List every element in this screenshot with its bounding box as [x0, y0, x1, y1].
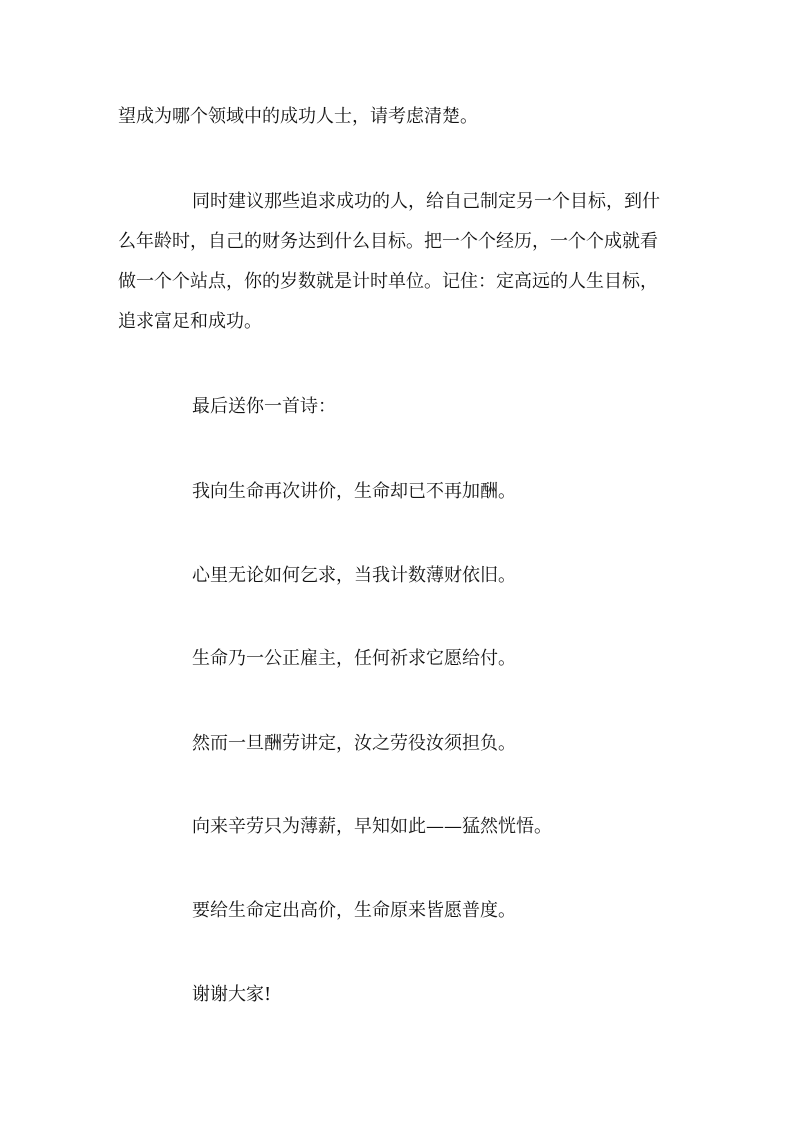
poem-line-2 — [192, 556, 682, 596]
poem-line-6 — [192, 891, 682, 931]
poem-line-3 — [192, 639, 682, 679]
text-line: 望成为哪个领域中的成功人士，请考虑清楚。 — [118, 106, 478, 127]
poem-line-text: 生命乃一公正雇主，任何祈求它愿给付。 — [192, 648, 516, 669]
poem-line-1 — [192, 472, 682, 512]
poem-line-text: 要给生命定出高价，生命原来皆愿普度。 — [192, 900, 516, 921]
text-line: 追求富足和成功。 — [118, 311, 262, 332]
poem-line-text: 心里无论如何乞求，当我计数薄财依旧。 — [192, 565, 516, 586]
poem-line-5 — [192, 807, 682, 847]
text-line: 做一个个站点，你的岁数就是计时单位。记住：定高远的人生目标， — [118, 271, 658, 292]
paragraph-intro-continuation — [118, 97, 678, 137]
text-line: 么年龄时，自己的财务达到什么目标。把一个个经历，一个个成就看 — [118, 231, 658, 252]
text-line: 同时建议那些追求成功的人，给自己制定另一个目标，到什 — [192, 191, 660, 212]
closing-thanks — [192, 975, 682, 1015]
poem-line-text: 然而一旦酬劳讲定，汝之劳役汝须担负。 — [192, 733, 516, 754]
poem-line-4 — [192, 724, 682, 764]
text-line: 最后送你一首诗： — [192, 396, 336, 417]
paragraph-financial-goal — [118, 182, 678, 342]
poem-line-text: 向来辛劳只为薄薪，早知如此——猛然恍悟。 — [192, 816, 552, 837]
paragraph-poem-intro — [192, 387, 682, 427]
poem-line-text: 我向生命再次讲价，生命却已不再加酬。 — [192, 481, 516, 502]
closing-text: 谢谢大家! — [192, 984, 272, 1005]
